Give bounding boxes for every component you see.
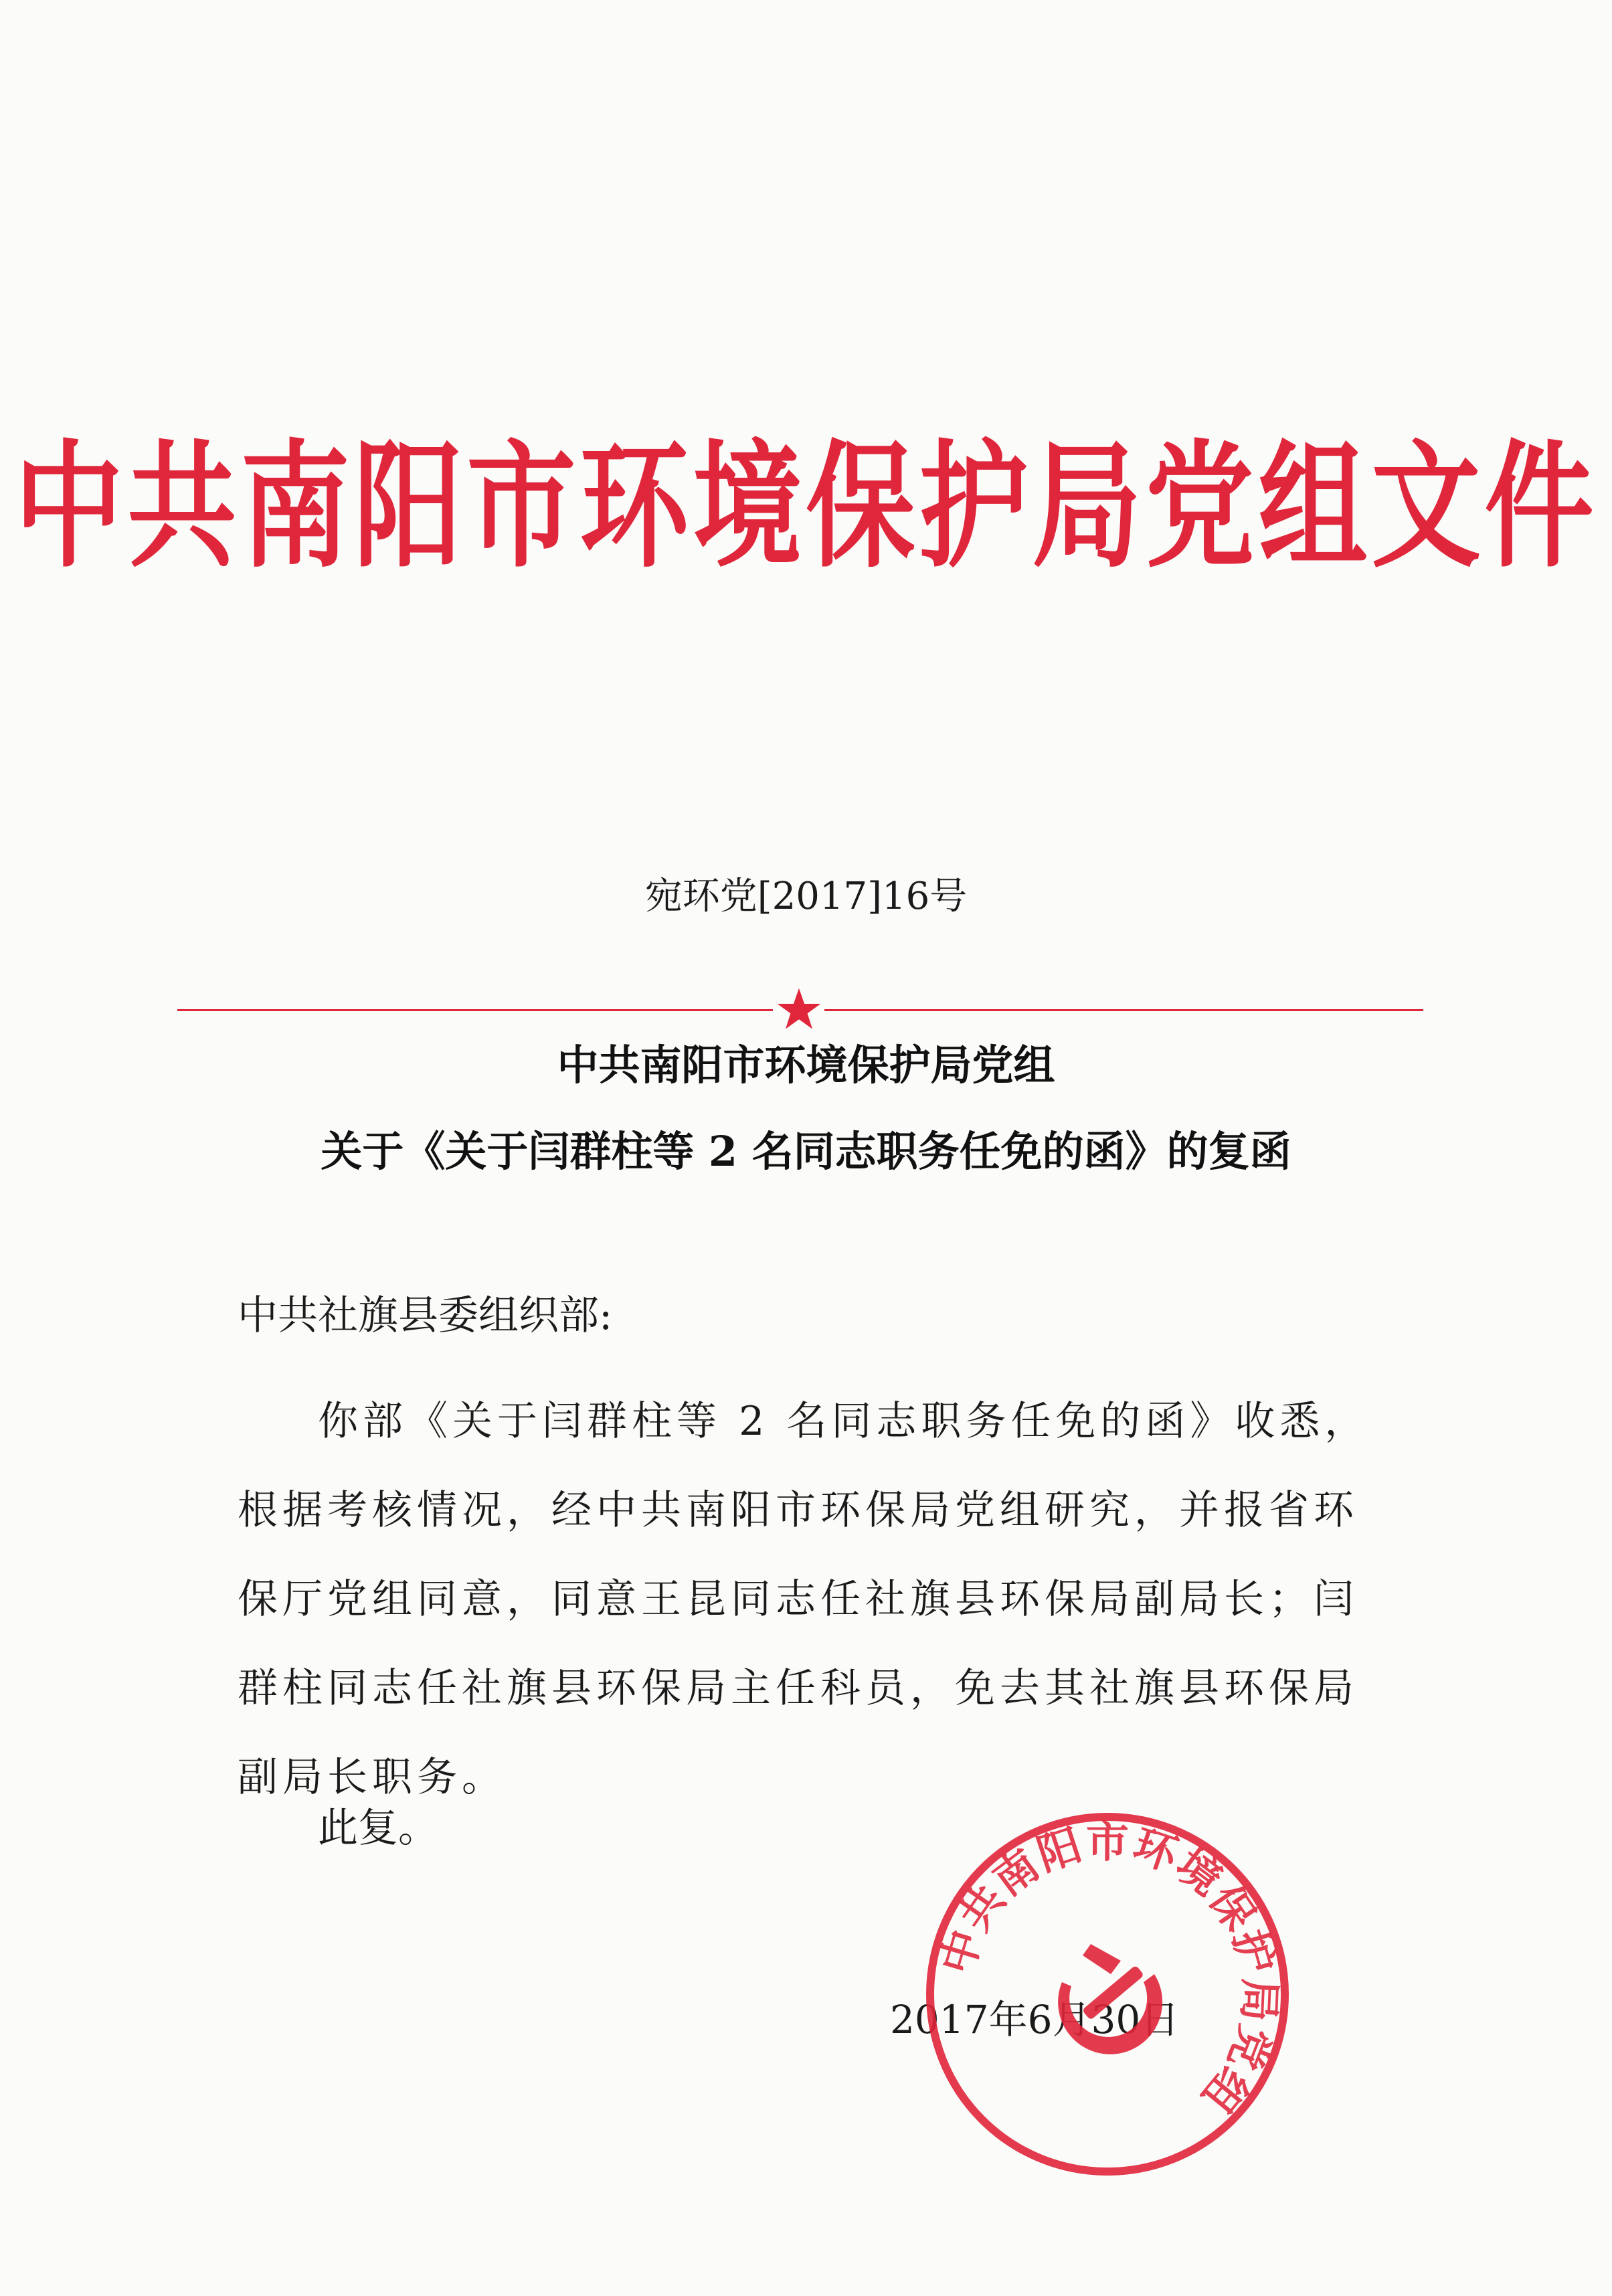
document-header-title: 中共南阳市环境保护局党组文件: [14, 428, 1598, 587]
divider-line-left: [177, 1009, 773, 1011]
document-date: 2017年6月30日: [890, 1997, 1180, 2042]
document-number: 宛环党[2017]16号: [644, 875, 968, 918]
seal-text: 中共南阳市环境保护局党组: [932, 1818, 1285, 2123]
subject-line-2: 关于《关于闫群柱等 2 名同志职务任免的函》的复函: [321, 1127, 1291, 1176]
divider-line-right: [824, 1009, 1423, 1011]
closing-remark: 此复。: [318, 1805, 438, 1852]
star-icon: [776, 986, 822, 1032]
subject-line-1: 中共南阳市环境保护局党组: [557, 1041, 1055, 1089]
party-emblem-icon: [1058, 1944, 1162, 2054]
official-seal: [920, 1807, 1295, 2182]
addressee: 中共社旗县委组织部:: [238, 1292, 613, 1339]
body-paragraph: 你部《关于闫群柱等 2 名同志职务任免的函》收悉，根据考核情况，经中共南阳市环保局党组研究，并报省环保厅党组同意，同意王昆同志任社旗县环保局副局长；闫群柱同志任社旗县环保局主任科员，免去其社旗县环保局副局长职务。: [238, 1398, 1370, 1801]
